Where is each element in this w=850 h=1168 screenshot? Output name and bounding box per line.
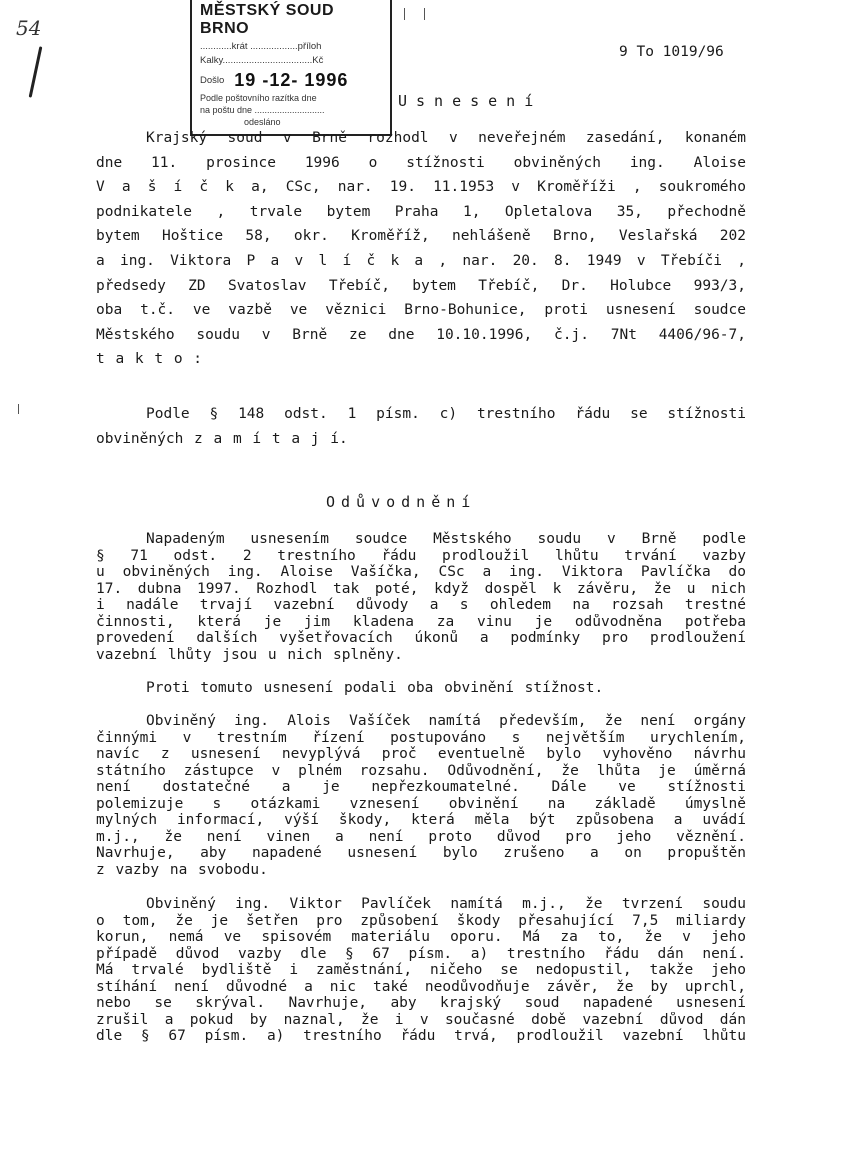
stamp-fee-line: Kalky..................................Kč xyxy=(200,55,324,66)
intro-line: oba t.č. ve vazbě ve věznici Brno-Bohunice, proti usnesení soudce xyxy=(96,302,746,319)
intro-line: Krajský soud v Brně rozhodl v neveřejném zasedání, konaném xyxy=(146,130,746,146)
reasoning-line: 17. dubna 1997. Rozhodl tak poté, když dospěl k závěru, že u nich xyxy=(96,580,746,597)
margin-tick xyxy=(404,8,405,20)
intro-line: Městského soudu v Brně ze dne 10.10.1996, č.j. 7Nt 4406/96-7, xyxy=(96,326,746,343)
reasoning-line: korun, nemá ve spisovém materiálu oporu. Má za to, že v jeho xyxy=(96,929,746,945)
intro-paragraph xyxy=(96,126,746,372)
stamp-court-name: MĚSTSKÝ SOUD BRNO xyxy=(200,2,335,37)
reasoning-line: mylných informací, výší škody, která měla být způsobena a uvádí xyxy=(96,812,746,828)
reasoning-paragraph-2 xyxy=(96,680,746,697)
intro-line: V a š í č k a, CSc, nar. 19. 11.1953 v Kroměříži , soukromého xyxy=(96,179,746,196)
stamp-received-row xyxy=(192,66,390,91)
intro-line: dne 11. prosince 1996 o stížnosti obviněných ing. Aloise xyxy=(96,154,746,171)
reasoning-title: Odůvodnění xyxy=(326,493,477,511)
margin-folio: 54 xyxy=(16,16,42,40)
margin-tick xyxy=(424,8,425,20)
intro-line: podnikatele , trvale bytem Praha 1, Opletalova 35, přechodně xyxy=(96,203,746,220)
reasoning-line: polemizuje s otázkami vznesení obvinění na základě úmyslně xyxy=(96,795,746,812)
verdict-line: Podle § 148 odst. 1 písm. c) trestního řádu se stížnosti xyxy=(146,406,746,422)
reasoning-line: Má trvalé bydliště i zaměstnání, ničeho se nedopustil, takže jeho xyxy=(96,962,746,978)
reasoning-line: stíhání není důvodné a nic také neodůvodňuje závěr, že by uprchl, xyxy=(96,978,746,995)
reasoning-line: m.j., že není vinen a není proto důvod pro jeho věznění. xyxy=(96,828,746,845)
reasoning-line: o tom, že je šetřen pro způsobení škody přesahující 7,5 miliardy xyxy=(96,912,746,929)
verdict-line: obviněných z a m í t a j í. xyxy=(96,430,348,447)
stamp-received-date: 19 -12- 1996 xyxy=(234,70,349,90)
case-number: 9 To 1019/96 xyxy=(619,44,724,60)
reasoning-line: Napadeným usnesením soudce Městského soudu v Brně podle xyxy=(146,531,746,547)
reasoning-line: činnosti, která je jim kladena za vinu je odůvodněna potřeba xyxy=(96,613,746,630)
stamp-sender-line: odesláno xyxy=(244,117,281,127)
intro-line: předsedy ZD Svatoslav Třebíč, bytem Třebíč, Dr. Holubce 993/3, xyxy=(96,277,746,294)
verdict-paragraph xyxy=(96,402,746,451)
reasoning-line: případě důvod vazby dle § 67 písm. a) trestního řádu dán není. xyxy=(96,945,746,962)
document-heading: Usnesení xyxy=(398,92,543,110)
reasoning-line: zrušil a pokud by naznal, že i v současné době vazební důvod dán xyxy=(96,1011,746,1028)
court-receipt-stamp xyxy=(190,0,392,136)
stamp-received-label: Došlo xyxy=(200,75,225,86)
reasoning-paragraph-4 xyxy=(96,896,746,1045)
reasoning-line: u obviněných ing. Aloise Vašíčka, CSc a ing. Viktora Pavlíčka do xyxy=(96,564,746,580)
reasoning-paragraph-3 xyxy=(96,713,746,878)
reasoning-line: navíc z usnesení nevyplývá proč eventuelně bylo vyhověno návrhu xyxy=(96,746,746,762)
reasoning-line: Obviněný ing. Viktor Pavlíček namítá m.j., že tvrzení soudu xyxy=(146,896,746,912)
stamp-postal-line: Podle poštovního razítka dne xyxy=(200,93,317,103)
reasoning-line: vazební lhůty jsou u nich splněny. xyxy=(96,646,403,663)
reasoning-line: dle § 67 písm. a) trestního řádu trvá, prodloužil vazební lhůtu xyxy=(96,1028,746,1044)
reasoning-paragraph-1 xyxy=(96,531,746,663)
reasoning-line: z vazby na svobodu. xyxy=(96,861,268,878)
intro-line: bytem Hoštice 58, okr. Kroměříž, nehlášeně Brno, Veslařská 202 xyxy=(96,228,746,245)
reasoning-line: není dostatečné a je nepřezkoumatelné. Dále ve stížnosti xyxy=(96,779,746,795)
stamp-copies-line: ............krát ..................příloh xyxy=(200,41,322,52)
reasoning-line: Obviněný ing. Alois Vašíček namítá především, že není orgány xyxy=(146,713,746,729)
stamp-postal-line-2: na poštu dne ............................ xyxy=(200,105,325,115)
reasoning-line: činnými v trestním řízení postupováno s největším urychlením, xyxy=(96,729,746,746)
reasoning-line: § 71 odst. 2 trestního řádu prodloužil lhůtu trvání vazby xyxy=(96,547,746,564)
reasoning-line: Proti tomuto usnesení podali oba obvinění stížnost. xyxy=(146,680,604,696)
reasoning-line: státního zástupce v plném rozsahu. Odůvodnění, že lhůta je úměrná xyxy=(96,762,746,779)
intro-line: t a k t o : xyxy=(96,351,203,368)
intro-line: a ing. Viktora P a v l í č k a , nar. 20. 8. 1949 v Třebíči , xyxy=(96,252,746,269)
reasoning-line: provedení dalších vyšetřovacích úkonů a podmínky pro prodloužení xyxy=(96,630,746,646)
reasoning-line: i nadále trvají vazební důvody a s ohledem na rozsah trestné xyxy=(96,597,746,613)
margin-tick xyxy=(18,404,19,414)
reasoning-line: nebo se skrýval. Navrhuje, aby krajský soud napadené usnesení xyxy=(96,995,746,1011)
reasoning-line: Navrhuje, aby napadené usnesení bylo zrušeno a on propuštěn xyxy=(96,845,746,861)
margin-slash-mark xyxy=(29,46,43,97)
